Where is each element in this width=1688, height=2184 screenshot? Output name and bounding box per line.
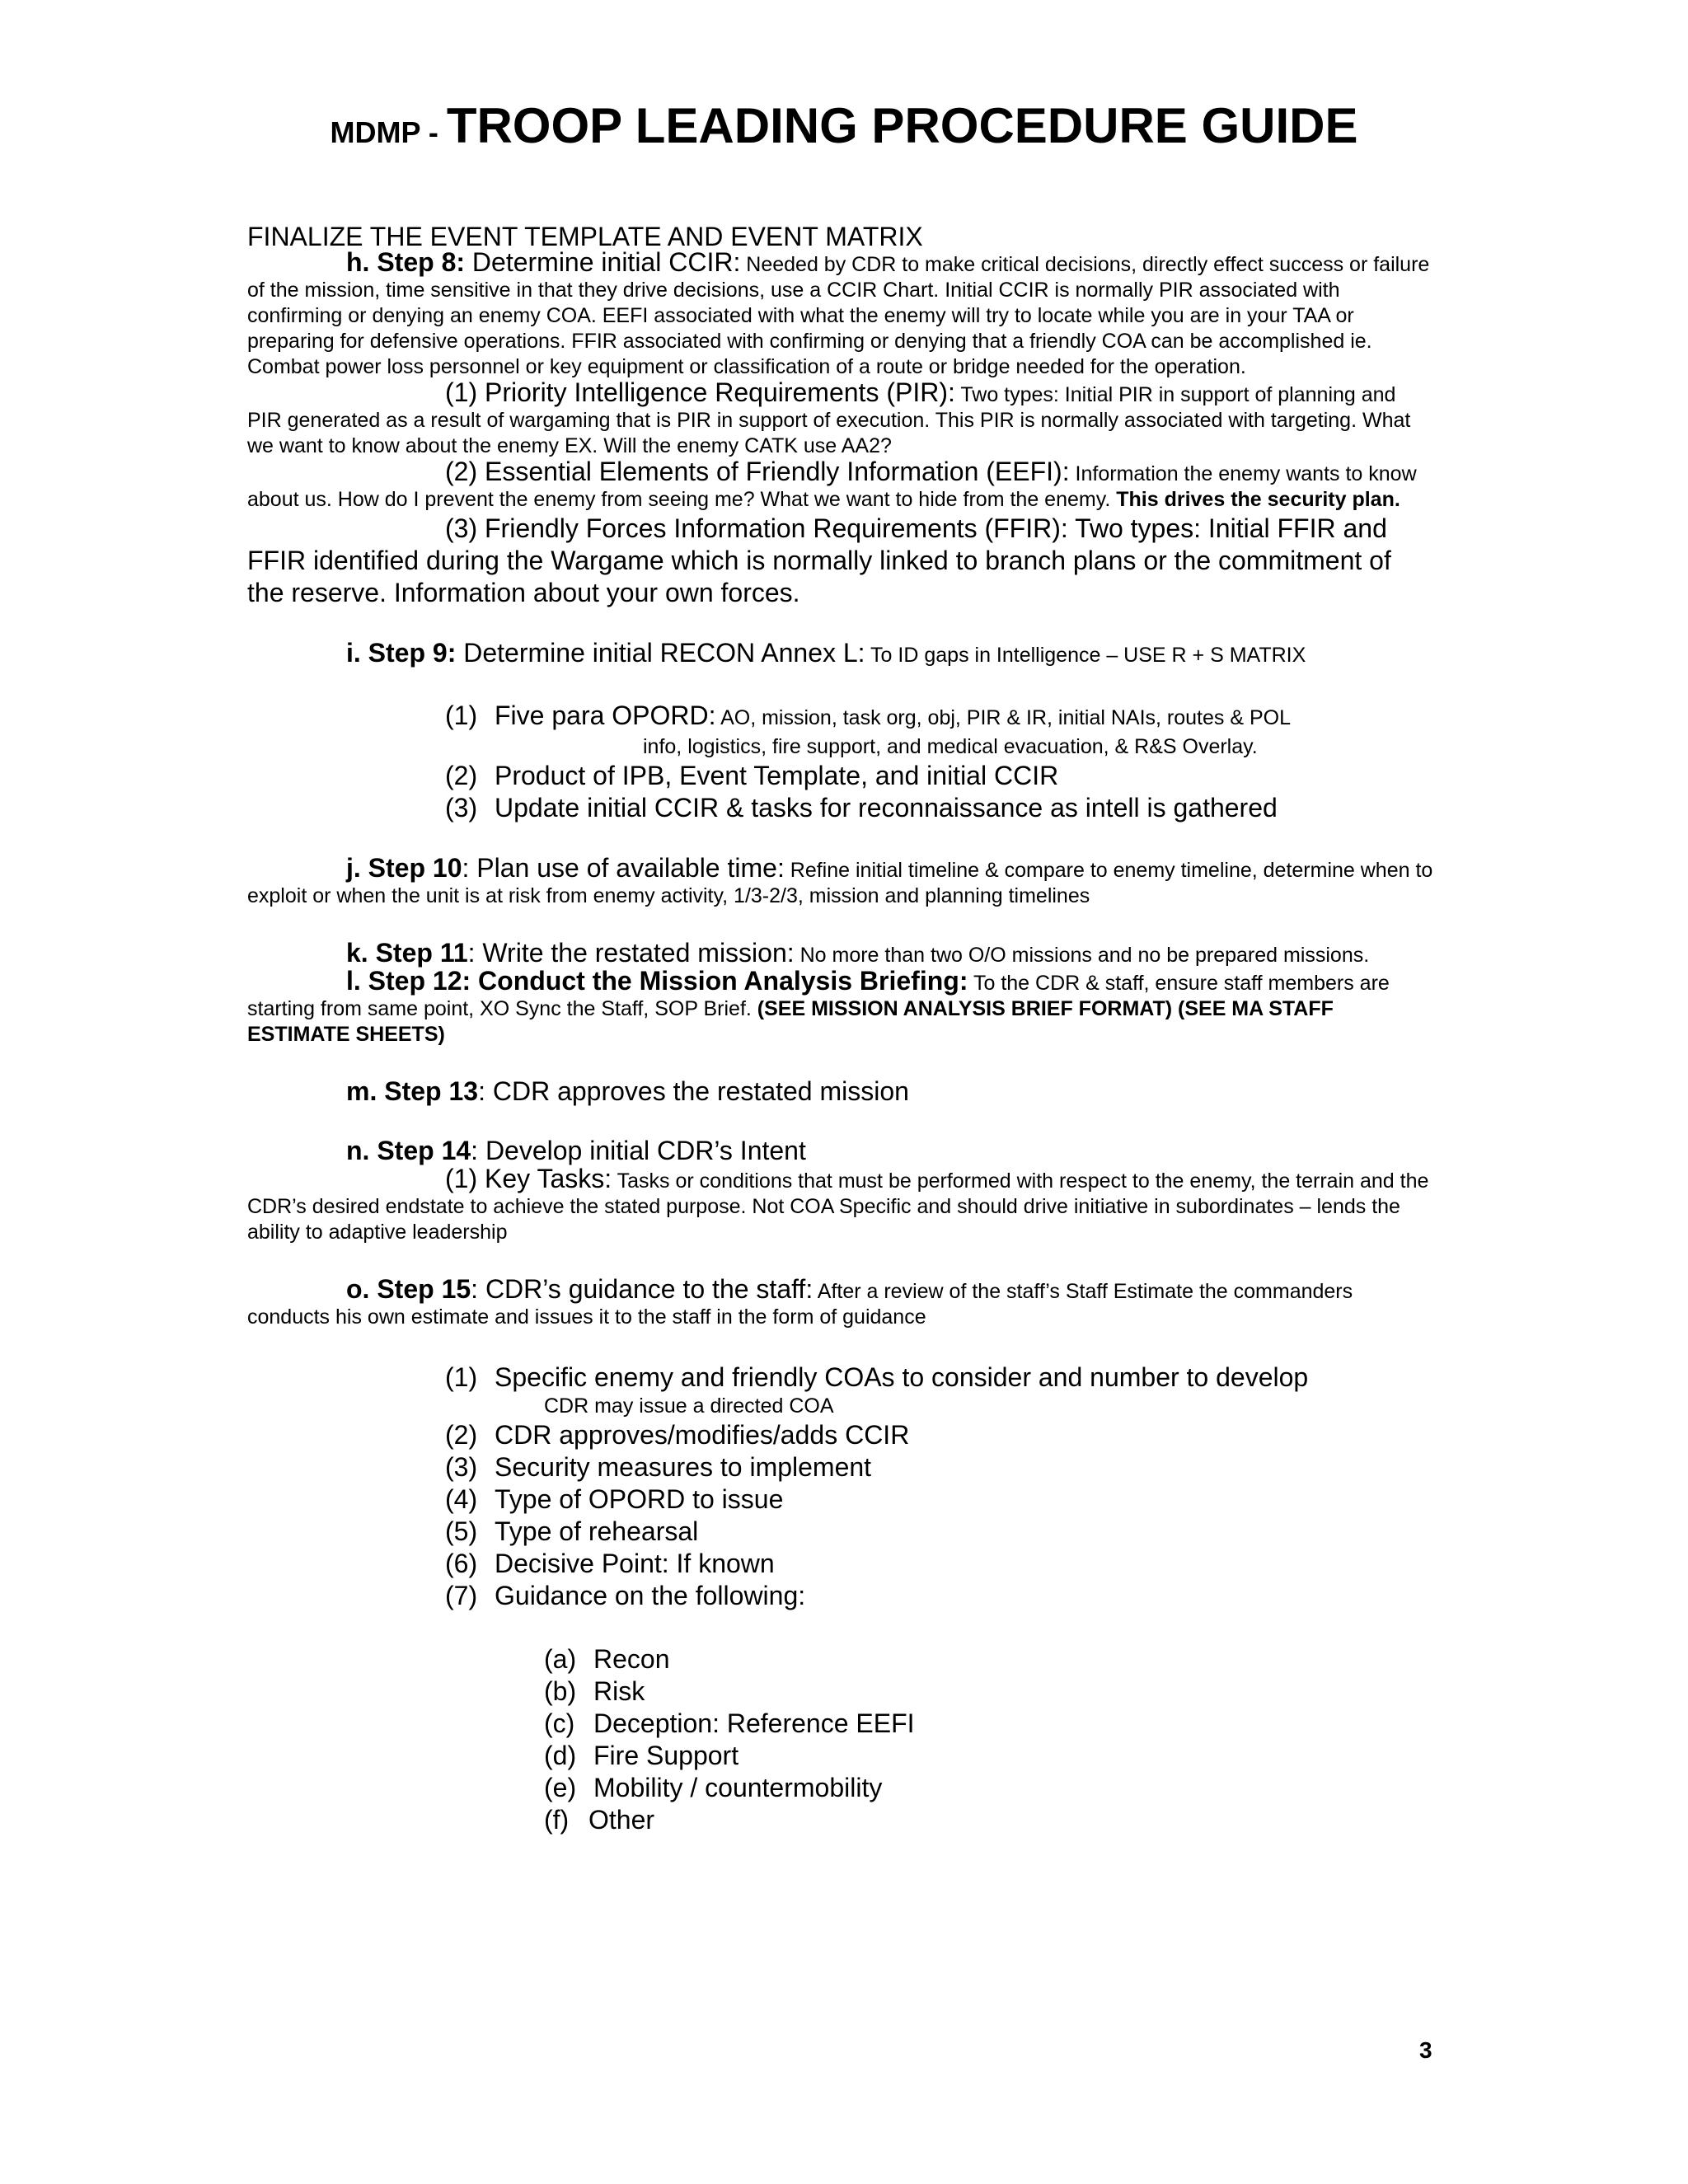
subitem-text: Mobility / countermobility <box>593 1773 883 1802</box>
step12-paragraph <box>247 968 1434 1047</box>
step11-heading: : Write the restated mission: <box>467 938 795 968</box>
ffir-paragraph: (3) Friendly Forces Information Requirements (FFIR): Two types: Initial FFIR and FFIR identified during the Wargame which is normally linked to branch plans or the commitment of the reserve. Information about your own forces. <box>247 513 1391 607</box>
item-text: Specific enemy and friendly COAs to consider and number to develop <box>495 1362 1309 1392</box>
subitem-text: Risk <box>593 1676 645 1706</box>
item-detail: AO, mission, task org, obj, PIR & IR, initial NAIs, routes & POL <box>715 706 1291 729</box>
item-number: (1) <box>445 701 478 730</box>
step9-body: To ID gaps in Intelligence – USE R + S MATRIX <box>865 644 1306 667</box>
step11-body: No more than two O/O missions and no be prepared missions. <box>794 944 1370 967</box>
item-text: Security measures to implement <box>495 1452 872 1482</box>
item-text: Five para OPORD: <box>495 701 716 730</box>
key-tasks-paragraph <box>247 1166 1434 1245</box>
guidance-subitem-f <box>247 1804 1434 1836</box>
step9-heading: Determine initial RECON Annex L: <box>456 638 865 668</box>
step15-paragraph <box>247 1274 1434 1330</box>
item-text: Guidance on the following: <box>495 1581 806 1610</box>
eefi-body: Information the enemy wants to know about us. How do I prevent the enemy from seeing me? What we want to hide from the enemy. <box>247 462 1417 511</box>
page-number: 3 <box>1419 2037 1432 2063</box>
step14-label: n. Step 14 <box>346 1136 471 1165</box>
pir-paragraph <box>247 377 1434 459</box>
item-number: (2) <box>445 761 478 790</box>
step15-item-5 <box>247 1516 1434 1548</box>
step15-item-3 <box>247 1451 1434 1483</box>
step15-item-7 <box>247 1580 1434 1612</box>
key-tasks-heading: (1) Key Tasks: <box>445 1164 612 1193</box>
step15-heading: : CDR’s guidance to the staff: <box>471 1274 814 1304</box>
step10-heading: : Plan use of available time: <box>462 853 785 883</box>
item-text: Decisive Point: If known <box>495 1549 775 1578</box>
step8-heading: Determine initial CCIR: <box>465 247 741 277</box>
eefi-heading: (2) Essential Elements of Friendly Information (EEFI): <box>445 457 1070 486</box>
step15-item-6 <box>247 1548 1434 1580</box>
item-text: Product of IPB, Event Template, and initial CCIR <box>495 761 1059 790</box>
item-number: (2) <box>445 1420 478 1450</box>
subitem-letter: (d) <box>544 1741 577 1770</box>
subitem-letter: (f) <box>544 1805 570 1835</box>
title-main: TROOP LEADING PROCEDURE GUIDE <box>446 98 1358 153</box>
section-heading: FINALIZE THE EVENT TEMPLATE AND EVENT MATRIX <box>247 222 923 251</box>
page-title <box>0 97 1688 154</box>
step10-paragraph <box>247 855 1434 909</box>
step9-label: i. Step 9: <box>346 638 457 668</box>
document-body <box>247 224 1434 1836</box>
item-number: (3) <box>445 1452 478 1482</box>
step14-heading: : Develop initial CDR’s Intent <box>471 1136 806 1165</box>
item-number: (5) <box>445 1516 478 1546</box>
guidance-subitem-e <box>247 1772 1434 1804</box>
step9-paragraph <box>247 640 1434 668</box>
item-number: (6) <box>445 1549 478 1578</box>
step15-item-2 <box>247 1419 1434 1451</box>
guidance-subitem-d <box>247 1740 1434 1772</box>
step15-item-1 <box>247 1361 1434 1394</box>
step12-label: l. Step 12: Conduct the Mission Analysis Briefing: <box>346 966 968 996</box>
item-number: (3) <box>445 793 478 823</box>
subitem-letter: (c) <box>544 1708 575 1738</box>
step13-label: m. Step 13 <box>346 1076 479 1106</box>
step13-paragraph <box>247 1076 1434 1107</box>
step11-paragraph <box>247 940 1434 968</box>
step8-paragraph <box>247 247 1434 380</box>
subitem-letter: (b) <box>544 1676 577 1706</box>
step9-item-2 <box>247 760 1434 792</box>
subitem-text: Fire Support <box>593 1741 739 1770</box>
pir-heading: (1) Priority Intelligence Requirements (PIR): <box>445 377 955 407</box>
item-text: Update initial CCIR & tasks for reconnaissance as intell is gathered <box>495 793 1278 823</box>
step15-body: After a review of the staff’s Staff Estimate the commanders conducts his own estimate and issues it to the staff in the form of guidance <box>247 1280 1353 1329</box>
step13-heading: : CDR approves the restated mission <box>478 1076 909 1106</box>
subitem-text: Deception: Reference EEFI <box>593 1708 915 1738</box>
step10-body: Refine initial timeline & compare to enemy timeline, determine when to exploit or when the unit is at risk from enemy activity, 1/3-2/3, mission and planning timelines <box>247 859 1433 907</box>
step12-body: To the CDR & staff, ensure staff members are starting from same point, XO Sync the Staff, SOP Brief. <box>247 972 1390 1020</box>
step8-body: Needed by CDR to make critical decisions, directly effect success or failure of the mission, time sensitive in that they drive decisions, use a CCIR Chart. Initial CCIR is normally PIR associated with confirming or denying an enemy COA. EEFI associated with what the enemy will try to locate while you are in your TAA or preparing for defensive operations. FFIR associated with confirming or denying that a friendly COA can be accomplished ie. Combat power loss personnel or key equipment or classification of a route or bridge needed for the operation. <box>247 253 1430 378</box>
step15-label: o. Step 15 <box>346 1274 471 1304</box>
step15-item-1-continuation: CDR may issue a directed COA <box>544 1394 834 1418</box>
step9-item-1 <box>247 700 1434 734</box>
item-number: (4) <box>445 1484 478 1514</box>
step8-label: h. Step 8: <box>346 247 466 277</box>
step15-item-4 <box>247 1483 1434 1516</box>
step9-item-3 <box>247 792 1434 824</box>
pir-body: Two types: Initial PIR in support of planning and PIR generated as a result of wargaming that is PIR in support of execution. This PIR is normally associated with targeting. What we want to know about the enemy EX. Will the enemy CATK use AA2? <box>247 383 1411 457</box>
eefi-bold: This drives the security plan. <box>1116 488 1400 511</box>
step9-item-1-continuation: info, logistics, fire support, and medical evacuation, & R&S Overlay. <box>643 735 1258 758</box>
title-prefix: MDMP - <box>330 115 447 149</box>
step12-bold-tail: (SEE MISSION ANALYSIS BRIEF FORMAT) (SEE MA STAFF ESTIMATE SHEETS) <box>247 997 1334 1046</box>
step10-label: j. Step 10 <box>346 853 462 883</box>
subitem-text: Recon <box>593 1644 670 1674</box>
eefi-paragraph <box>247 459 1434 513</box>
item-text: Type of rehearsal <box>495 1516 699 1546</box>
subitem-text: Other <box>588 1805 655 1835</box>
subitem-letter: (e) <box>544 1773 577 1802</box>
key-tasks-body: Tasks or conditions that must be performed with respect to the enemy, the terrain and the CDR’s desired endstate to achieve the stated purpose. Not COA Specific and should drive initiative in subordinates – lends the ability to adaptive leadership <box>247 1169 1429 1244</box>
subitem-letter: (a) <box>544 1644 577 1674</box>
item-number: (1) <box>445 1362 478 1392</box>
step14-paragraph <box>247 1138 1434 1166</box>
item-text: Type of OPORD to issue <box>495 1484 784 1514</box>
guidance-subitem-b <box>247 1675 1434 1708</box>
step11-label: k. Step 11 <box>346 938 468 968</box>
guidance-subitem-a <box>247 1643 1434 1675</box>
guidance-subitem-c <box>247 1708 1434 1740</box>
item-number: (7) <box>445 1581 478 1610</box>
item-text: CDR approves/modifies/adds CCIR <box>495 1420 910 1450</box>
